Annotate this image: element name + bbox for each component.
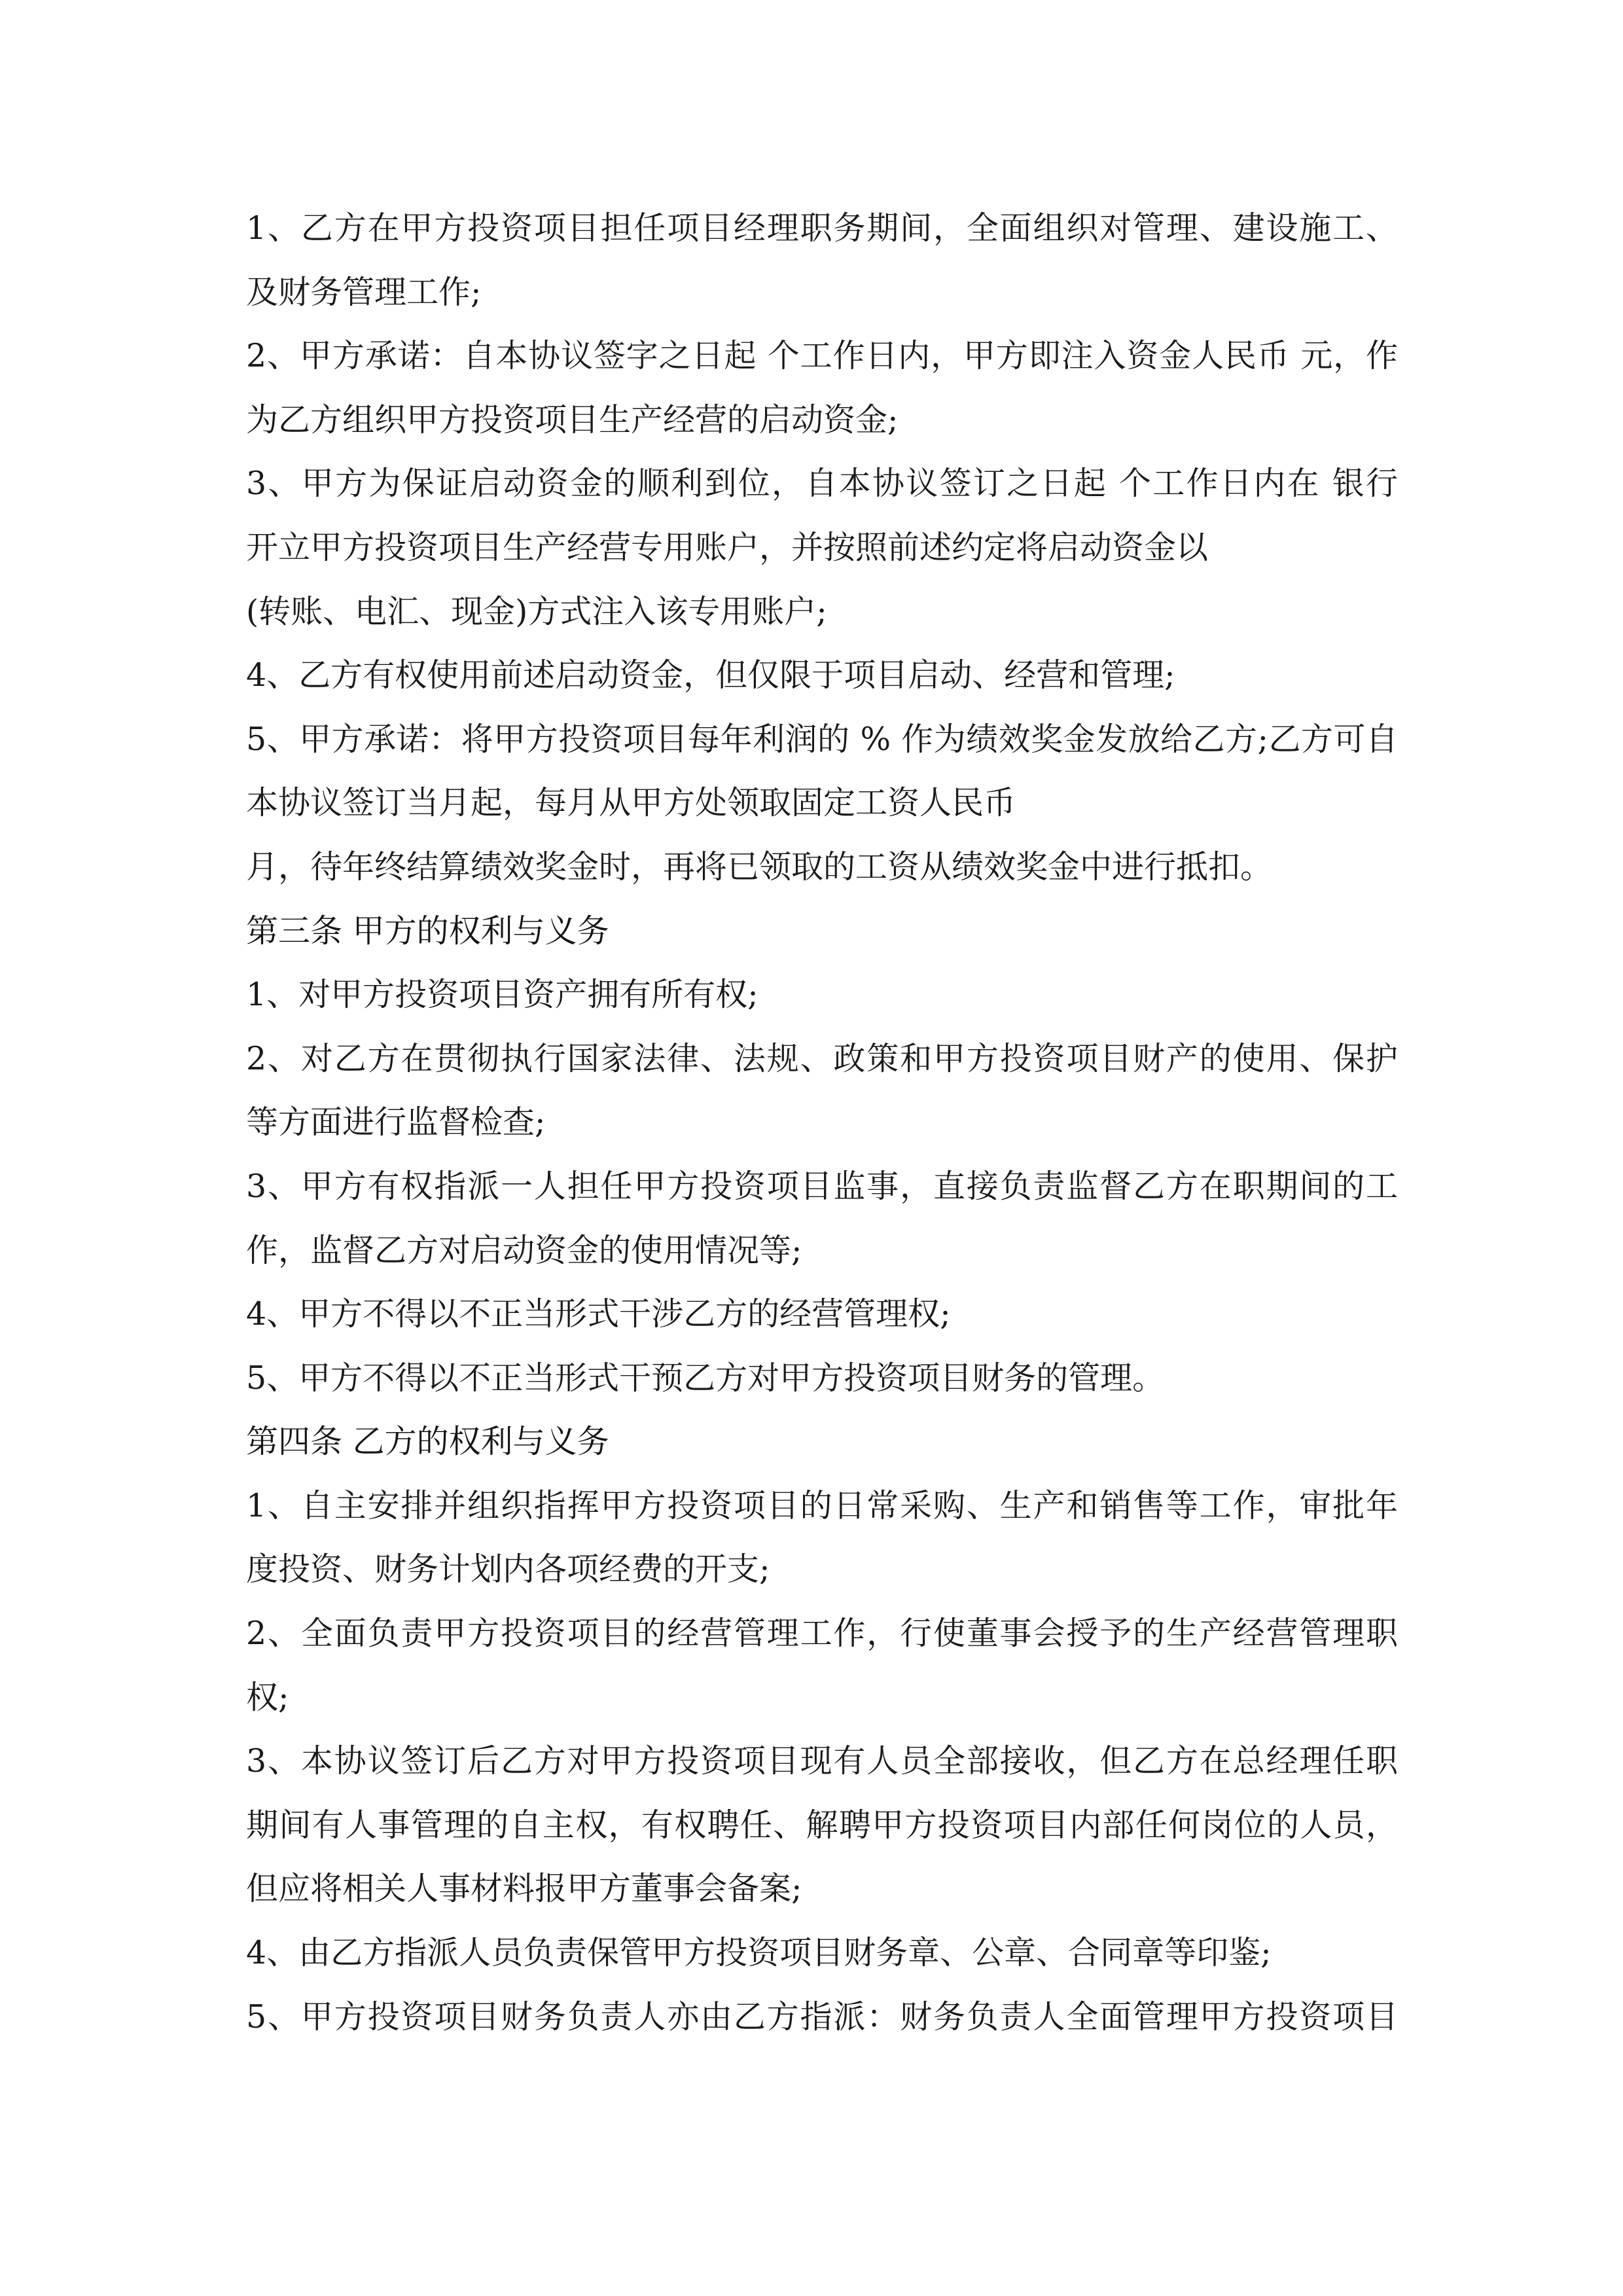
document-body <box>246 196 1398 2049</box>
text-line: 1、自主安排并组织指挥甲方投资项目的日常采购、生产和销售等工作，审批年 <box>246 1486 1398 1524</box>
text-line: 为乙方组织甲方投资项目生产经营的启动资金; <box>246 401 899 439</box>
text-line: 及财务管理工作; <box>246 273 482 311</box>
text-line: 4、由乙方指派人员负责保管甲方投资项目财务章、公章、合同章等印鉴; <box>246 1934 1272 1972</box>
text-line: 2、对乙方在贯彻执行国家法律、法规、政策和甲方投资项目财产的使用、保护 <box>246 1039 1398 1077</box>
text-line: 作，监督乙方对启动资金的使用情况等; <box>246 1231 802 1269</box>
text-line: 5、甲方承诺：将甲方投资项目每年利润的 % 作为绩效奖金发放给乙方;乙方可自 <box>246 720 1398 758</box>
text-line: (转账、电汇、现金)方式注入该专用账户; <box>246 592 827 630</box>
text-line: 4、甲方不得以不正当形式干涉乙方的经营管理权; <box>246 1295 951 1333</box>
text-line: 度投资、财务计划内各项经费的开支; <box>246 1551 770 1588</box>
text-line: 权; <box>246 1678 289 1716</box>
text-line: 1、对甲方投资项目资产拥有所有权; <box>246 976 758 1014</box>
section-heading: 第三条 甲方的权利与义务 <box>246 912 609 950</box>
text-line: 3、本协议签订后乙方对甲方投资项目现有人员全部接收，但乙方在总经理任职 <box>246 1742 1398 1780</box>
text-line: 3、甲方为保证启动资金的顺利到位，自本协议签订之日起 个工作日内在 银行 <box>246 465 1398 503</box>
text-line: 等方面进行监督检查; <box>246 1103 546 1141</box>
section-heading: 第四条 乙方的权利与义务 <box>246 1423 609 1461</box>
text-line: 3、甲方有权指派一人担任甲方投资项目监事，直接负责监督乙方在职期间的工 <box>246 1167 1398 1205</box>
text-line: 2、全面负责甲方投资项目的经营管理工作，行使董事会授予的生产经营管理职 <box>246 1615 1398 1653</box>
text-line: 5、甲方不得以不正当形式干预乙方对甲方投资项目财务的管理。 <box>246 1359 1165 1397</box>
text-line: 2、甲方承诺：自本协议签字之日起 个工作日内，甲方即注入资金人民币 元，作 <box>246 337 1398 375</box>
text-line: 开立甲方投资项目生产经营专用账户，并按照前述约定将启动资金以 <box>246 528 1209 566</box>
text-line: 1、乙方在甲方投资项目担任项目经理职务期间，全面组织对管理、建设施工、 <box>246 209 1398 247</box>
text-line: 期间有人事管理的自主权，有权聘任、解聘甲方投资项目内部任何岗位的人员， <box>246 1806 1398 1844</box>
text-line: 月，待年终结算绩效奖金时，再将已领取的工资从绩效奖金中进行抵扣。 <box>246 848 1273 886</box>
text-line: 5、甲方投资项目财务负责人亦由乙方指派：财务负责人全面管理甲方投资项目 <box>246 1998 1398 2036</box>
text-line: 但应将相关人事材料报甲方董事会备案; <box>246 1870 802 1908</box>
text-line: 4、乙方有权使用前述启动资金，但仅限于项目启动、经营和管理; <box>246 656 1175 694</box>
text-line: 本协议签订当月起，每月从甲方处领取固定工资人民币 <box>246 784 1016 822</box>
